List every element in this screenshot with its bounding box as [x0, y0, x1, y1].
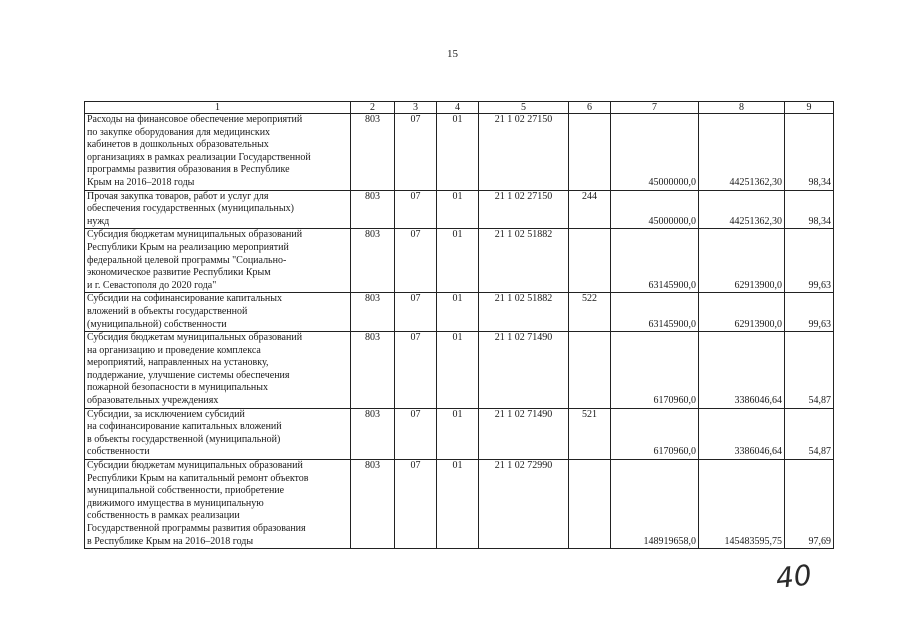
description-line: Республики Крым на реализацию мероприятий [87, 241, 289, 253]
budget-table [84, 101, 834, 549]
cell-expense-type: 521 [569, 408, 611, 459]
cell-planned-amount: 6170960,0 [611, 408, 699, 459]
cell-section-code: 07 [395, 460, 437, 549]
description-line: на организацию и проведение комплекса [87, 344, 261, 356]
cell-expense-type [569, 229, 611, 293]
cell-subsection-code: 01 [437, 332, 479, 409]
table-row [85, 293, 834, 332]
description-line: Субсидии на софинансирование капитальных [87, 293, 282, 305]
row-description [85, 408, 351, 459]
cell-planned-amount: 45000000,0 [611, 190, 699, 229]
cell-section-code: 07 [395, 190, 437, 229]
description-line: Республики Крым на капитальный ремонт объектов [87, 472, 309, 484]
col-header-3: 3 [395, 102, 437, 114]
cell-target-article: 21 1 02 51882 [479, 293, 569, 332]
description-line: федеральной целевой программы "Социально- [87, 254, 287, 266]
cell-ministry-code: 803 [351, 114, 395, 191]
description-line: кабинетов в дошкольных образовательных [87, 139, 269, 151]
page-number: 15 [447, 48, 458, 60]
cell-ministry-code: 803 [351, 408, 395, 459]
cell-subsection-code: 01 [437, 190, 479, 229]
description-line: (муниципальной) собственности [87, 318, 227, 330]
description-line: поддержание, улучшение системы обеспечения [87, 369, 290, 381]
description-line: обеспечения государственных (муниципальных) [87, 203, 294, 215]
cell-target-article: 21 1 02 71490 [479, 332, 569, 409]
description-line: Субсидии бюджетам муниципальных образований [87, 460, 303, 472]
cell-section-code: 07 [395, 293, 437, 332]
cell-ministry-code: 803 [351, 293, 395, 332]
cell-expense-type [569, 460, 611, 549]
table-row [85, 190, 834, 229]
description-line: в Республике Крым на 2016–2018 годы [87, 535, 254, 547]
col-header-7: 7 [611, 102, 699, 114]
cell-expense-type: 522 [569, 293, 611, 332]
description-line: Субсидия бюджетам муниципальных образований [87, 332, 303, 344]
cell-actual-amount: 44251362,30 [699, 190, 785, 229]
description-line: на софинансирование капитальных вложений [87, 421, 282, 433]
cell-actual-amount: 44251362,30 [699, 114, 785, 191]
cell-target-article: 21 1 02 71490 [479, 408, 569, 459]
cell-actual-amount: 62913900,0 [699, 293, 785, 332]
cell-percent: 98,34 [785, 190, 834, 229]
cell-expense-type [569, 114, 611, 191]
cell-section-code: 07 [395, 114, 437, 191]
cell-section-code: 07 [395, 229, 437, 293]
header-row [85, 102, 834, 114]
cell-target-article: 21 1 02 51882 [479, 229, 569, 293]
col-header-8: 8 [699, 102, 785, 114]
cell-target-article: 21 1 02 27150 [479, 114, 569, 191]
table-row [85, 114, 834, 191]
description-line: пожарной безопасности в муниципальных [87, 382, 269, 394]
description-line: организациях в рамках реализации Государственной [87, 151, 311, 163]
description-line: программы развития образования в Республике [87, 164, 290, 176]
col-header-9: 9 [785, 102, 834, 114]
description-line: экономическое развитие Республики Крым [87, 267, 271, 279]
cell-actual-amount: 3386046,64 [699, 332, 785, 409]
cell-target-article: 21 1 02 27150 [479, 190, 569, 229]
cell-subsection-code: 01 [437, 293, 479, 332]
cell-planned-amount: 63145900,0 [611, 229, 699, 293]
cell-section-code: 07 [395, 332, 437, 409]
col-header-5: 5 [479, 102, 569, 114]
cell-actual-amount: 62913900,0 [699, 229, 785, 293]
cell-planned-amount: 45000000,0 [611, 114, 699, 191]
description-line: Крым на 2016–2018 годы [87, 176, 195, 188]
cell-actual-amount: 145483595,75 [699, 460, 785, 549]
col-header-2: 2 [351, 102, 395, 114]
description-line: образовательных учреждениях [87, 395, 219, 407]
cell-percent: 97,69 [785, 460, 834, 549]
cell-percent: 98,34 [785, 114, 834, 191]
row-description [85, 190, 351, 229]
cell-expense-type: 244 [569, 190, 611, 229]
description-line: мероприятий, направленных на установку, [87, 357, 269, 369]
handwritten-page-mark: 40 [774, 558, 814, 596]
description-line: муниципальной собственности, приобретение [87, 485, 285, 497]
cell-planned-amount: 148919658,0 [611, 460, 699, 549]
cell-percent: 99,63 [785, 229, 834, 293]
cell-ministry-code: 803 [351, 229, 395, 293]
cell-ministry-code: 803 [351, 190, 395, 229]
description-line: движимого имущества в муниципальную [87, 497, 264, 509]
description-line: по закупке оборудования для медицинских [87, 126, 271, 138]
description-line: Государственной программы развития образования [87, 523, 306, 534]
col-header-1: 1 [85, 102, 351, 114]
table-row [85, 460, 834, 549]
description-line: нужд [87, 215, 110, 227]
col-header-6: 6 [569, 102, 611, 114]
cell-planned-amount: 63145900,0 [611, 293, 699, 332]
cell-ministry-code: 803 [351, 332, 395, 409]
cell-percent: 54,87 [785, 408, 834, 459]
table-row [85, 408, 834, 459]
cell-ministry-code: 803 [351, 460, 395, 549]
description-line: собственность в рамках реализации [87, 510, 240, 522]
cell-section-code: 07 [395, 408, 437, 459]
col-header-4: 4 [437, 102, 479, 114]
cell-target-article: 21 1 02 72990 [479, 460, 569, 549]
row-description [85, 114, 351, 191]
cell-actual-amount: 3386046,64 [699, 408, 785, 459]
description-line: собственности [87, 446, 150, 458]
description-line: Расходы на финансовое обеспечение мероприятий [87, 114, 303, 125]
cell-subsection-code: 01 [437, 408, 479, 459]
description-line: Прочая закупка товаров, работ и услуг для [87, 190, 269, 202]
cell-expense-type [569, 332, 611, 409]
description-line: Субсидия бюджетам муниципальных образований [87, 229, 303, 241]
table-row [85, 229, 834, 293]
cell-planned-amount: 6170960,0 [611, 332, 699, 409]
row-description [85, 332, 351, 409]
cell-subsection-code: 01 [437, 460, 479, 549]
cell-percent: 54,87 [785, 332, 834, 409]
description-line: в объекты государственной (муниципальной) [87, 433, 281, 445]
row-description [85, 293, 351, 332]
cell-subsection-code: 01 [437, 229, 479, 293]
description-line: и г. Севастополя до 2020 года" [87, 279, 217, 291]
description-line: вложений в объекты государственной [87, 305, 248, 317]
row-description [85, 460, 351, 549]
row-description [85, 229, 351, 293]
description-line: Субсидии, за исключением субсидий [87, 408, 245, 420]
cell-percent: 99,63 [785, 293, 834, 332]
cell-subsection-code: 01 [437, 114, 479, 191]
table-row [85, 332, 834, 409]
